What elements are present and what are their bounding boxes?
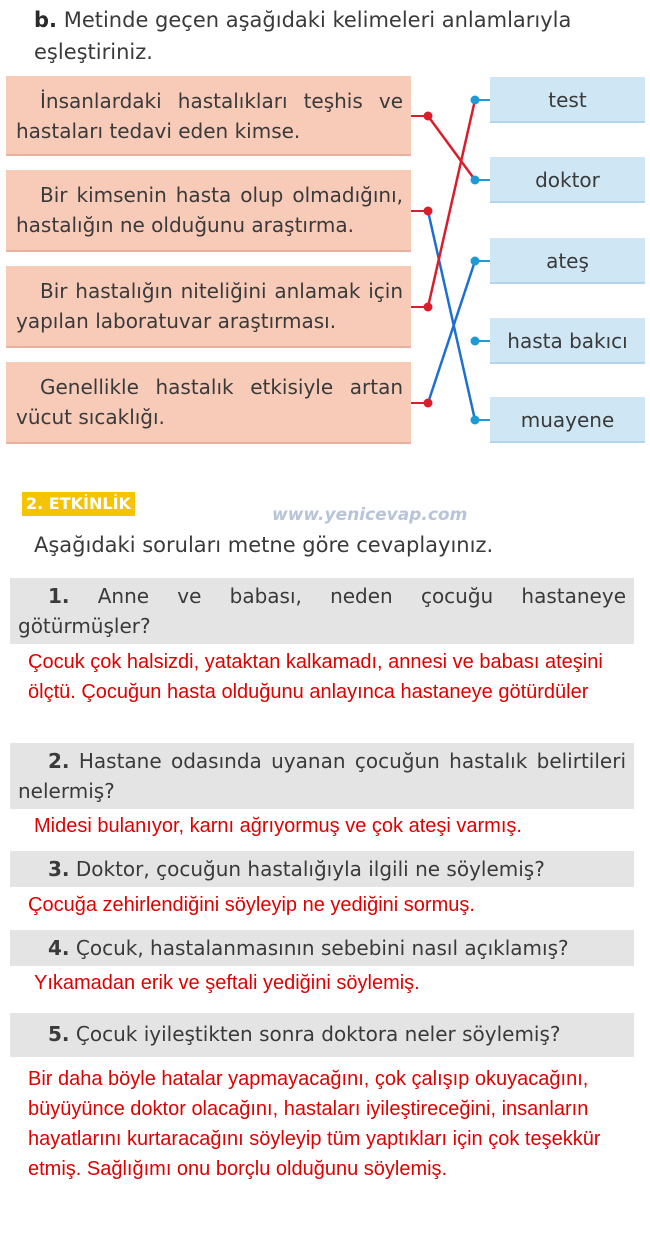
word-box-ates: ateş [490,238,645,284]
dot-left-3 [424,303,433,312]
question-text: Çocuk iyileştikten sonra doktora neler söylemiş? [75,1022,561,1046]
word-box-doktor: doktor [490,157,645,203]
question-5 [10,1013,634,1057]
question-text: Anne ve babası, neden çocuğu hastaneye götürmüşler? [18,584,626,638]
line-def3-test [428,100,475,307]
question-text: Hastane odasında uyanan çocuğun hastalık belirtileri nelermiş? [18,749,626,803]
definition-text: İnsanlardaki hastalıkları teşhis ve hastaları tedavi eden kimse. [16,89,403,143]
definition-text: Bir kimsenin hasta olup olmadığını, hastalığın ne olduğunu araştırma. [16,183,403,237]
answer-3: Çocuğa zehirlendiğini söyleyip ne yediğini sormuş. [28,894,475,916]
dot-right-4 [471,337,480,346]
answer-4: Yıkamadan erik ve şeftali yediğini söylemiş. [34,972,420,994]
question-4 [10,930,634,966]
dot-right-5 [471,416,480,425]
line-def4-ates [428,261,475,403]
line-def2-muayene [428,211,475,420]
question-number: 5. [48,1022,70,1046]
question-1 [10,578,634,644]
answer-2: Midesi bulanıyor, karnı ağrıyormuş ve çok ateşi varmış. [34,815,522,837]
word-box-test: test [490,77,645,123]
instruction-letter: b. [34,8,58,32]
question-number: 1. [48,584,70,608]
question-number: 2. [48,749,70,773]
question-3 [10,851,634,887]
word-box-hasta-bakici: hasta bakıcı [490,318,645,364]
definition-text: Genellikle hastalık etkisiyle artan vücut sıcaklığı. [16,375,403,429]
question-number: 3. [48,857,70,881]
dot-left-2 [424,207,433,216]
question-text: Çocuk, hastalanmasının sebebini nasıl açıklamış? [75,936,569,960]
definition-text: Bir hastalığın niteliğini anlamak için yapılan laboratuvar araştırması. [16,279,403,333]
question-number: 4. [48,936,70,960]
dot-right-3 [471,257,480,266]
instruction-text: Metinde geçen aşağıdaki kelimeleri anlamlarıyla eşleştiriniz. [34,8,572,64]
word-box-muayene: muayene [490,397,645,443]
dot-right-2 [471,176,480,185]
answer-1: Çocuk çok halsizdi, yataktan kalkamadı, annesi ve babası ateşini ölçtü. Çocuğun hasta olduğunu anlayınca hastaneye götürdüler [28,651,603,703]
dot-left-4 [424,399,433,408]
matching-lines [0,0,650,470]
activity-instruction: Aşağıdaki soruları metne göre cevaplayınız. [34,533,494,557]
dot-right-1 [471,96,480,105]
dot-left-1 [424,112,433,121]
question-2 [10,743,634,809]
watermark-text: www.yenicevap.com [272,505,468,525]
answer-5: Bir daha böyle hatalar yapmayacağını, çok çalışıp okuyacağını, büyüyünce doktor olacağını, hastaları iyileştireceğini, insanların hayatlarını kurtaracağını söyleyip tüm yaptıkları için çok teşekkür etmiş. Sağlığımı onu borçlu olduğunu söylemiş. [28,1068,601,1180]
question-text: Doktor, çocuğun hastalığıyla ilgili ne söylemiş? [75,857,545,881]
activity-badge: 2. ETKİNLİK [22,492,135,516]
